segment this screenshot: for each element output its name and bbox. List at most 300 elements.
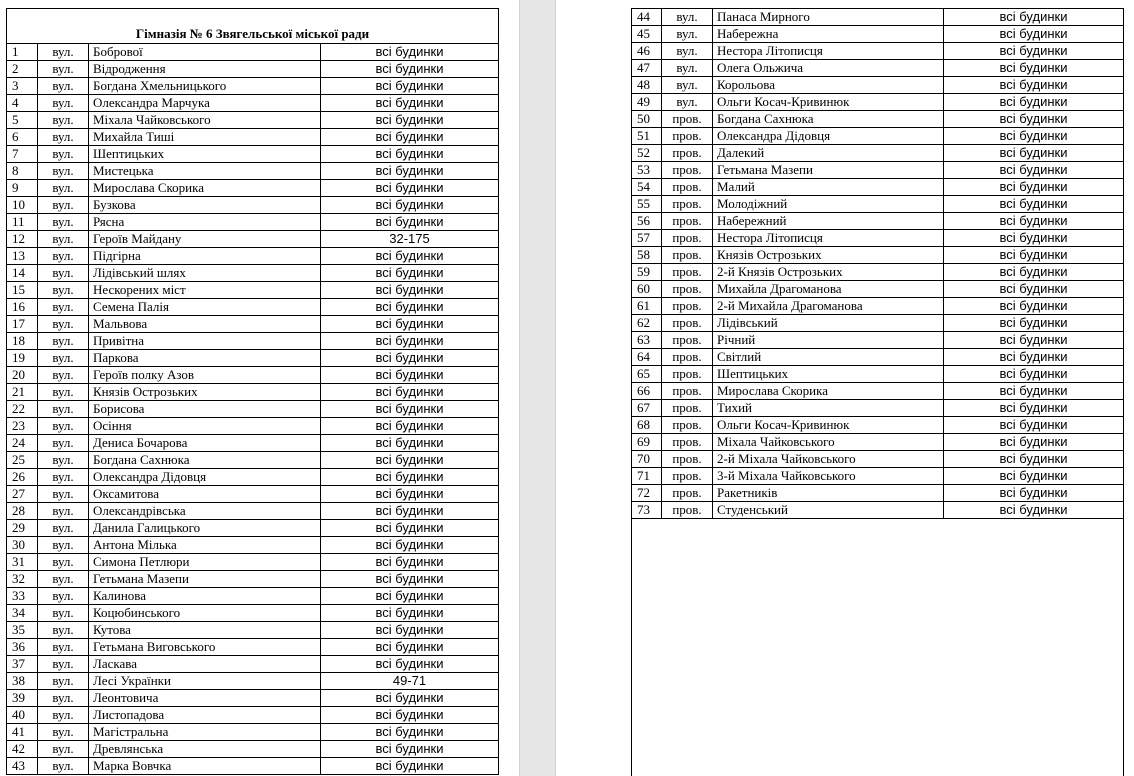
street-name: Князів Острозьких	[89, 384, 321, 401]
street-type: пров.	[662, 179, 713, 196]
row-number: 26	[7, 469, 38, 486]
houses-range: всі будинки	[944, 332, 1124, 349]
street-name: Лідівський	[713, 315, 944, 332]
table-row	[7, 384, 499, 401]
street-type: вул.	[662, 77, 713, 94]
table-row	[7, 61, 499, 78]
houses-range: всі будинки	[944, 9, 1124, 26]
houses-range: всі будинки	[321, 333, 499, 350]
street-type: вул.	[38, 452, 89, 469]
street-type: пров.	[662, 247, 713, 264]
houses-range: всі будинки	[321, 146, 499, 163]
houses-range: всі будинки	[321, 571, 499, 588]
row-number: 60	[632, 281, 662, 298]
street-name: 2-й Михайла Драгоманова	[713, 298, 944, 315]
houses-range: всі будинки	[321, 486, 499, 503]
street-type: вул.	[38, 741, 89, 758]
street-name: Олега Ольжича	[713, 60, 944, 77]
street-type: вул.	[38, 214, 89, 231]
houses-range: всі будинки	[321, 639, 499, 656]
street-name: Гетьмана Виговського	[89, 639, 321, 656]
street-type: вул.	[38, 673, 89, 690]
houses-range: всі будинки	[321, 78, 499, 95]
houses-range: всі будинки	[321, 741, 499, 758]
street-name: Світлий	[713, 349, 944, 366]
row-number: 52	[632, 145, 662, 162]
street-type: вул.	[38, 622, 89, 639]
row-number: 48	[632, 77, 662, 94]
row-number: 35	[7, 622, 38, 639]
table-row	[632, 400, 1124, 417]
houses-range: всі будинки	[321, 180, 499, 197]
table-row	[632, 145, 1124, 162]
street-name: Мирослава Скорика	[713, 383, 944, 400]
row-number: 23	[7, 418, 38, 435]
houses-range: всі будинки	[944, 468, 1124, 485]
street-name: Богдана Сахнюка	[89, 452, 321, 469]
street-type: пров.	[662, 315, 713, 332]
row-number: 53	[632, 162, 662, 179]
street-type: вул.	[38, 333, 89, 350]
street-type: пров.	[662, 434, 713, 451]
row-number: 14	[7, 265, 38, 282]
houses-range: всі будинки	[321, 758, 499, 775]
street-name: Калинова	[89, 588, 321, 605]
street-name: Міхала Чайковського	[89, 112, 321, 129]
row-number: 39	[7, 690, 38, 707]
street-name: Героїв полку Азов	[89, 367, 321, 384]
table-row	[632, 43, 1124, 60]
table-row	[7, 588, 499, 605]
street-type: вул.	[38, 469, 89, 486]
row-number: 6	[7, 129, 38, 146]
table-row	[7, 78, 499, 95]
street-name: Героїв Майдану	[89, 231, 321, 248]
street-type: вул.	[38, 316, 89, 333]
row-number: 9	[7, 180, 38, 197]
row-number: 54	[632, 179, 662, 196]
street-name: Олександрівська	[89, 503, 321, 520]
houses-range: всі будинки	[944, 77, 1124, 94]
street-type: вул.	[38, 690, 89, 707]
row-number: 37	[7, 656, 38, 673]
houses-range: всі будинки	[944, 485, 1124, 502]
table-row	[7, 163, 499, 180]
table-row	[7, 248, 499, 265]
table-row	[632, 315, 1124, 332]
houses-range: всі будинки	[944, 434, 1124, 451]
street-type: вул.	[38, 588, 89, 605]
row-number: 56	[632, 213, 662, 230]
table-row	[7, 214, 499, 231]
table-row	[7, 282, 499, 299]
street-type: вул.	[38, 605, 89, 622]
row-number: 51	[632, 128, 662, 145]
houses-range: всі будинки	[321, 248, 499, 265]
page-gap-edge	[519, 0, 520, 776]
houses-range: всі будинки	[321, 350, 499, 367]
street-type: вул.	[38, 401, 89, 418]
street-name: Антона Мілька	[89, 537, 321, 554]
street-type: вул.	[38, 163, 89, 180]
table-row	[7, 367, 499, 384]
street-name: Набережна	[713, 26, 944, 43]
street-name: Ласкава	[89, 656, 321, 673]
street-name: Нестора Літописця	[713, 230, 944, 247]
row-number: 25	[7, 452, 38, 469]
row-number: 28	[7, 503, 38, 520]
table-row	[632, 9, 1124, 26]
street-type: вул.	[38, 435, 89, 452]
houses-range: всі будинки	[321, 44, 499, 61]
street-name: Бузкова	[89, 197, 321, 214]
table-row	[632, 332, 1124, 349]
street-name: Богдана Хмельницького	[89, 78, 321, 95]
street-type: вул.	[38, 95, 89, 112]
street-name: Гетьмана Мазепи	[713, 162, 944, 179]
houses-range: 32-175	[321, 231, 499, 248]
table-row	[7, 537, 499, 554]
street-name: Данила Галицького	[89, 520, 321, 537]
street-type: вул.	[38, 350, 89, 367]
street-name: Богдана Сахнюка	[713, 111, 944, 128]
street-name: Дениса Бочарова	[89, 435, 321, 452]
street-type: вул.	[38, 180, 89, 197]
houses-range: всі будинки	[321, 435, 499, 452]
street-name: Семена Палія	[89, 299, 321, 316]
houses-range: всі будинки	[944, 60, 1124, 77]
row-number: 4	[7, 95, 38, 112]
street-type: вул.	[662, 26, 713, 43]
street-name: Михайла Драгоманова	[713, 281, 944, 298]
row-number: 12	[7, 231, 38, 248]
row-number: 29	[7, 520, 38, 537]
street-type: вул.	[38, 299, 89, 316]
table-row	[7, 571, 499, 588]
street-type: вул.	[38, 707, 89, 724]
houses-range: всі будинки	[944, 417, 1124, 434]
row-number: 45	[632, 26, 662, 43]
table-row	[632, 128, 1124, 145]
street-type: вул.	[662, 43, 713, 60]
row-number: 18	[7, 333, 38, 350]
table-row	[632, 485, 1124, 502]
houses-range: всі будинки	[944, 451, 1124, 468]
table-row	[632, 196, 1124, 213]
table-row	[632, 451, 1124, 468]
street-name: Олександра Дідовця	[89, 469, 321, 486]
street-type: вул.	[38, 78, 89, 95]
street-type: вул.	[38, 503, 89, 520]
houses-range: всі будинки	[944, 128, 1124, 145]
row-number: 64	[632, 349, 662, 366]
houses-range: всі будинки	[321, 401, 499, 418]
street-type: вул.	[38, 639, 89, 656]
row-number: 24	[7, 435, 38, 452]
row-number: 67	[632, 400, 662, 417]
street-name: Тихий	[713, 400, 944, 417]
table-row	[7, 758, 499, 775]
street-type: вул.	[38, 520, 89, 537]
table-row	[632, 77, 1124, 94]
row-number: 65	[632, 366, 662, 383]
houses-range: всі будинки	[944, 366, 1124, 383]
row-number: 41	[7, 724, 38, 741]
street-type: вул.	[662, 94, 713, 111]
row-number: 69	[632, 434, 662, 451]
street-type: вул.	[38, 656, 89, 673]
street-name: Ольги Косач-Кривинюк	[713, 417, 944, 434]
houses-range: всі будинки	[321, 707, 499, 724]
table-row	[632, 94, 1124, 111]
street-name: Панаса Мирного	[713, 9, 944, 26]
houses-range: всі будинки	[321, 690, 499, 707]
table-row	[7, 435, 499, 452]
street-type: пров.	[662, 196, 713, 213]
houses-range: всі будинки	[944, 315, 1124, 332]
table-row	[7, 197, 499, 214]
row-number: 49	[632, 94, 662, 111]
street-name: Князів Острозьких	[713, 247, 944, 264]
row-number: 66	[632, 383, 662, 400]
row-number: 62	[632, 315, 662, 332]
row-number: 34	[7, 605, 38, 622]
houses-range: всі будинки	[944, 145, 1124, 162]
houses-range: всі будинки	[944, 281, 1124, 298]
street-name: Осіння	[89, 418, 321, 435]
street-type: пров.	[662, 366, 713, 383]
row-number: 8	[7, 163, 38, 180]
street-name: Мальвова	[89, 316, 321, 333]
houses-range: всі будинки	[321, 588, 499, 605]
row-number: 2	[7, 61, 38, 78]
table-row	[632, 230, 1124, 247]
table-row	[632, 264, 1124, 281]
houses-range: всі будинки	[944, 179, 1124, 196]
houses-range: всі будинки	[321, 384, 499, 401]
street-name: Рясна	[89, 214, 321, 231]
table-row	[7, 503, 499, 520]
street-name: Олександра Марчука	[89, 95, 321, 112]
street-name: Гетьмана Мазепи	[89, 571, 321, 588]
houses-range: всі будинки	[944, 26, 1124, 43]
street-name: Леонтовича	[89, 690, 321, 707]
table-row	[632, 247, 1124, 264]
street-name: Оксамитова	[89, 486, 321, 503]
houses-range: всі будинки	[944, 247, 1124, 264]
row-number: 57	[632, 230, 662, 247]
table-row	[7, 265, 499, 282]
street-type: пров.	[662, 349, 713, 366]
table-row	[7, 180, 499, 197]
houses-range: всі будинки	[321, 61, 499, 78]
table-row	[7, 401, 499, 418]
street-type: вул.	[662, 9, 713, 26]
table-row	[7, 418, 499, 435]
houses-range: всі будинки	[321, 316, 499, 333]
street-type: вул.	[38, 418, 89, 435]
houses-range: всі будинки	[944, 298, 1124, 315]
street-name: Мистецька	[89, 163, 321, 180]
houses-range: всі будинки	[944, 400, 1124, 417]
street-name: Привітна	[89, 333, 321, 350]
row-number: 63	[632, 332, 662, 349]
street-type: пров.	[662, 145, 713, 162]
street-name: Корольова	[713, 77, 944, 94]
street-type: вул.	[38, 758, 89, 775]
street-type: вул.	[38, 384, 89, 401]
table-row	[7, 741, 499, 758]
row-number: 42	[7, 741, 38, 758]
street-name: Міхала Чайковського	[713, 434, 944, 451]
street-type: вул.	[38, 486, 89, 503]
houses-range: всі будинки	[321, 622, 499, 639]
street-type: пров.	[662, 383, 713, 400]
table-row	[632, 281, 1124, 298]
street-name: Студенський	[713, 502, 944, 519]
street-type: вул.	[38, 44, 89, 61]
street-name: Листопадова	[89, 707, 321, 724]
street-name: Ольги Косач-Кривинюк	[713, 94, 944, 111]
row-number: 40	[7, 707, 38, 724]
street-type: пров.	[662, 213, 713, 230]
houses-range: всі будинки	[944, 196, 1124, 213]
table-row	[632, 502, 1124, 519]
table-row	[7, 129, 499, 146]
houses-range: всі будинки	[321, 282, 499, 299]
table-row	[7, 724, 499, 741]
table-row	[632, 26, 1124, 43]
street-name: Борисова	[89, 401, 321, 418]
table-row	[7, 622, 499, 639]
row-number: 59	[632, 264, 662, 281]
street-name: Коцюбинського	[89, 605, 321, 622]
houses-range: 49-71	[321, 673, 499, 690]
houses-range: всі будинки	[321, 469, 499, 486]
street-type: вул.	[38, 724, 89, 741]
houses-range: всі будинки	[321, 656, 499, 673]
street-type: вул.	[38, 282, 89, 299]
table-row	[632, 111, 1124, 128]
street-name: Симона Петлюри	[89, 554, 321, 571]
street-type: пров.	[662, 451, 713, 468]
row-number: 13	[7, 248, 38, 265]
houses-range: всі будинки	[321, 129, 499, 146]
street-name: Далекий	[713, 145, 944, 162]
street-type: вул.	[662, 60, 713, 77]
table-row	[632, 417, 1124, 434]
row-number: 32	[7, 571, 38, 588]
houses-range: всі будинки	[321, 265, 499, 282]
houses-range: всі будинки	[321, 112, 499, 129]
street-name: Нескорених міст	[89, 282, 321, 299]
street-type: пров.	[662, 162, 713, 179]
street-type: пров.	[662, 128, 713, 145]
street-type: пров.	[662, 298, 713, 315]
street-type: вул.	[38, 231, 89, 248]
street-name: Паркова	[89, 350, 321, 367]
street-name: Бобрової	[89, 44, 321, 61]
table-row	[7, 554, 499, 571]
row-number: 73	[632, 502, 662, 519]
row-number: 16	[7, 299, 38, 316]
row-number: 44	[632, 9, 662, 26]
table-row	[7, 452, 499, 469]
street-type: пров.	[662, 468, 713, 485]
table-row	[7, 639, 499, 656]
row-number: 10	[7, 197, 38, 214]
street-type: вул.	[38, 248, 89, 265]
houses-range: всі будинки	[321, 197, 499, 214]
page-gap	[519, 0, 556, 776]
table-row	[632, 179, 1124, 196]
street-name: Магістральна	[89, 724, 321, 741]
street-name: Кутова	[89, 622, 321, 639]
street-type: пров.	[662, 281, 713, 298]
row-number: 55	[632, 196, 662, 213]
houses-range: всі будинки	[944, 213, 1124, 230]
houses-range: всі будинки	[321, 95, 499, 112]
houses-range: всі будинки	[321, 605, 499, 622]
houses-range: всі будинки	[944, 349, 1124, 366]
table-title-row	[7, 9, 499, 44]
street-name: Підгірна	[89, 248, 321, 265]
row-number: 27	[7, 486, 38, 503]
houses-range: всі будинки	[944, 502, 1124, 519]
street-name: 2-й Міхала Чайковського	[713, 451, 944, 468]
street-name: Древлянська	[89, 741, 321, 758]
row-number: 72	[632, 485, 662, 502]
houses-range: всі будинки	[321, 214, 499, 231]
table-row	[632, 366, 1124, 383]
table-row	[7, 299, 499, 316]
street-name: Олександра Дідовця	[713, 128, 944, 145]
street-name: 3-й Міхала Чайковського	[713, 468, 944, 485]
table-row	[7, 690, 499, 707]
street-type: вул.	[38, 537, 89, 554]
street-type: вул.	[38, 554, 89, 571]
table-row	[632, 213, 1124, 230]
houses-range: всі будинки	[321, 163, 499, 180]
row-number: 7	[7, 146, 38, 163]
row-number: 68	[632, 417, 662, 434]
table-row	[7, 112, 499, 129]
table-row	[7, 95, 499, 112]
table-row	[7, 707, 499, 724]
row-number: 36	[7, 639, 38, 656]
table-row	[632, 349, 1124, 366]
houses-range: всі будинки	[321, 503, 499, 520]
table-row	[632, 162, 1124, 179]
table-row	[632, 468, 1124, 485]
houses-range: всі будинки	[944, 111, 1124, 128]
table-row	[7, 605, 499, 622]
street-type: вул.	[38, 197, 89, 214]
table-row	[632, 434, 1124, 451]
street-name: Нестора Літописця	[713, 43, 944, 60]
houses-range: всі будинки	[944, 264, 1124, 281]
street-type: вул.	[38, 367, 89, 384]
houses-range: всі будинки	[944, 43, 1124, 60]
street-type: пров.	[662, 230, 713, 247]
row-number: 38	[7, 673, 38, 690]
table-row	[632, 60, 1124, 77]
street-name: Михайла Тиші	[89, 129, 321, 146]
street-table-left	[6, 8, 499, 775]
street-name: Набережний	[713, 213, 944, 230]
street-type: пров.	[662, 502, 713, 519]
street-name: Ракетників	[713, 485, 944, 502]
